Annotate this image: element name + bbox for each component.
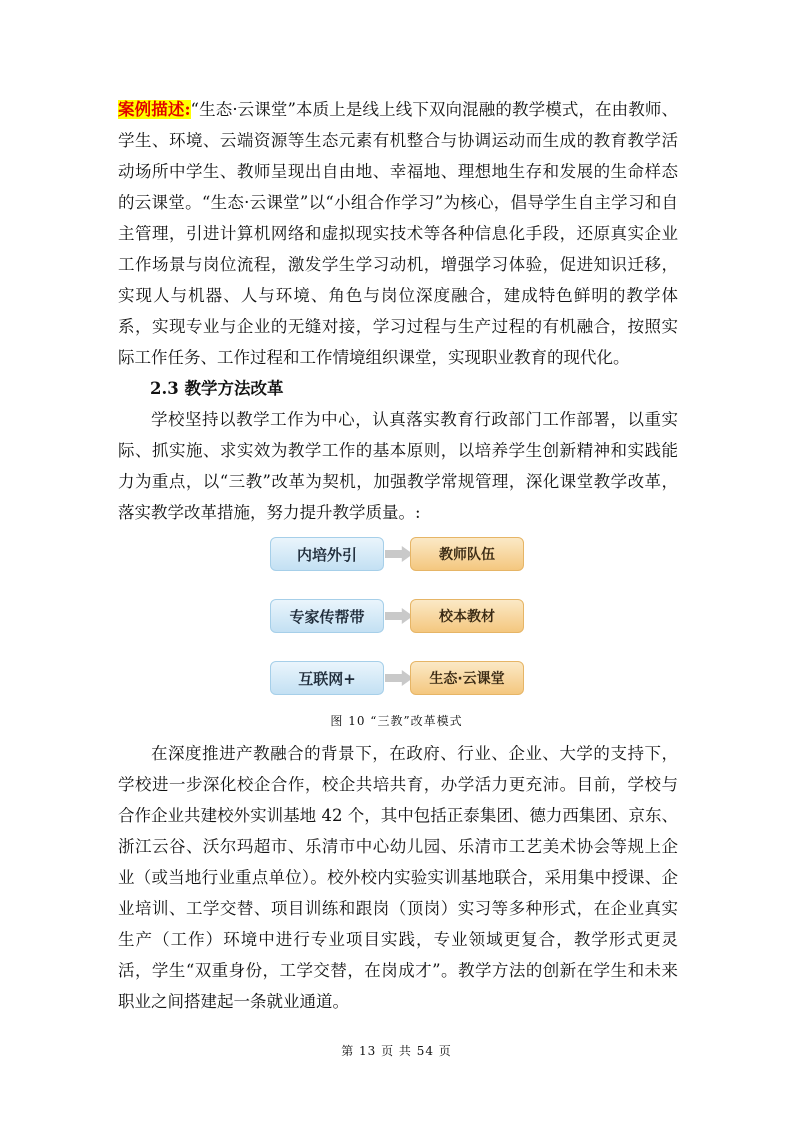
page-footer: 第 13 页 共 54 页 xyxy=(341,1044,452,1058)
paragraph-teaching-reform: 学校坚持以教学工作为中心，认真落实教育行政部门工作部署，以重实际、抓实施、求实效为教学工作的基本原则，以培养学生创新精神和实践能力为重点，以“三教”改革为契机，加强教学常规管理，深化课堂教学改革，落实教学改革措施，努力提升教学质量。: xyxy=(118,410,678,522)
diagram-right-box: 生态·云课堂 xyxy=(410,661,524,695)
diagram-left-box: 互联网+ xyxy=(270,661,384,695)
diagram-left-box: 内培外引 xyxy=(270,537,384,571)
arrow-right-icon xyxy=(385,608,413,624)
diagram-row xyxy=(270,661,524,695)
diagram-right-box: 教师队伍 xyxy=(410,537,524,571)
three-teachings-diagram xyxy=(270,537,524,697)
diagram-right-box: 校本教材 xyxy=(410,599,524,633)
diagram-left-box: 专家传帮带 xyxy=(270,599,384,633)
figure-caption: 图 10 “三教”改革模式 xyxy=(330,714,463,728)
case-description xyxy=(118,94,678,373)
arrow-right-icon xyxy=(385,670,413,686)
arrow-right-icon xyxy=(385,546,413,562)
case-label: 案例描述: xyxy=(118,100,191,119)
diagram-row xyxy=(270,599,524,633)
diagram-row xyxy=(270,537,524,571)
paragraph-industry-integration: 在深度推进产教融合的背景下，在政府、行业、企业、大学的支持下，学校进一步深化校企合作，校企共培共育，办学活力更充沛。目前，学校与合作企业共建校外实训基地 42 个，其中包括正泰集团、德力西集团、京东、浙江云谷、沃尔玛超市、乐清市中心幼儿园、乐清市工艺美术协会等规上企业（或当地行业重点单位）。校外校内实验实训基地联合，采用集中授课、企业培训、工学交替、项目训练和跟岗（顶岗）实习等多种形式，在企业真实生产（工作）环境中进行专业项目实践，专业领域更复合，教学形式更灵活，学生“双重身份，工学交替，在岗成才”。教学方法的创新在学生和未来职业之间搭建起一条就业通道。 xyxy=(118,744,678,1011)
section-heading: 2.3 教学方法改革 xyxy=(150,379,284,398)
case-text: “生态·云课堂”本质上是线上线下双向混融的教学模式，在由教师、学生、环境、云端资源等生态元素有机整合与协调运动而生成的教育教学活动场所中学生、教师呈现出自由地、幸福地、理想地生存和发展的生命样态的云课堂。“生态·云课堂”以“小组合作学习”为核心，倡导学生自主学习和自主管理，引进计算机网络和虚拟现实技术等各种信息化手段，还原真实企业工作场景与岗位流程，激发学生学习动机，增强学习体验，促进知识迁移，实现人与机器、人与环境、角色与岗位深度融合，建成特色鲜明的教学体系，实现专业与企业的无缝对接，学习过程与生产过程的有机融合，按照实际工作任务、工作过程和工作情境组织课堂，实现职业教育的现代化。 xyxy=(118,100,678,367)
